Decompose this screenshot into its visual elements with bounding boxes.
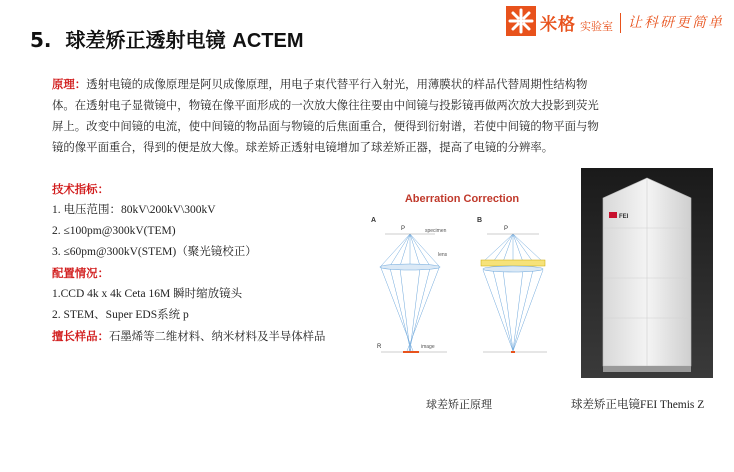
panel-a-image-label: image [421, 344, 435, 350]
spec-item-2: 2. ≤100pm@300kV(TEM) [52, 225, 176, 237]
panel-a-p-label: P [401, 226, 406, 232]
config-label [52, 263, 109, 284]
logo-mark-icon [506, 6, 536, 36]
title-number: 5. [30, 28, 52, 52]
panel-a-lens-label: lens [438, 252, 448, 258]
aberration-diagram-svg [365, 186, 560, 377]
panel-b-p-label: P [504, 226, 509, 232]
panel-b-corrector [481, 260, 545, 266]
samples-text: 石墨烯等二维材料、纳米材料及半导体样品 [108, 329, 326, 343]
specs-label-text: 技术指标： [52, 182, 109, 196]
panel-a-r-label: R [377, 344, 382, 350]
page-title [30, 24, 304, 53]
spec-item-1: 1. 电压范围：80kV\200kV\300kV [52, 204, 216, 216]
config-label-text: 配置情况： [52, 266, 109, 280]
diagram-title: Aberration Correction [404, 193, 520, 205]
logo-slogan: 让科研更简单 [628, 15, 724, 31]
spec-item-3: 3. ≤60pm@300kV(STEM)（聚光镜校正） [52, 246, 257, 258]
principle-text: 透射电镜的成像原理是阿贝成像原理，用电子束代替平行入射光，用薄膜状的样品代替周期性结构物体。在透射电子显微镜中，物镜在像平面形成的一次放大像往往要由中间镜与投影镜再做两次放大投影到荧光屏上。改变中间镜的电流，使中间镜的物品面与物镜的后焦面重合，便得到衍射谱，若使中间镜的物平面与物镜的像平面重合，得到的便是放大像。球差矫正透射电镜增加了球差矫正器，提高了电镜的分辨率。 [52, 77, 599, 154]
config-item-2: 2. STEM、Super EDS系统 p [52, 309, 189, 321]
fei-brand-text: FEI [619, 214, 629, 220]
config-item-1: 1.CCD 4k x 4k Ceta 16M 瞬时缩放镜头 [52, 288, 243, 300]
principle-label: 原理： [52, 77, 87, 91]
title-zh: 球差矫正透射电镜 [65, 28, 226, 52]
samples-label: 擅长样品： [52, 329, 109, 343]
logo-brand: 米格 [540, 15, 576, 35]
panel-a-lens [380, 264, 440, 270]
logo-divider [620, 13, 621, 33]
caption-microscope: 球差矫正电镜FEI Themis Z [571, 399, 705, 411]
company-logo [506, 6, 732, 40]
logo-lab: 实验室 [580, 20, 613, 33]
caption-principle: 球差矫正原理 [426, 398, 492, 411]
title-en: ACTEM [232, 30, 304, 52]
aberration-diagram [365, 186, 560, 377]
microscope-photo [581, 168, 713, 378]
panel-b-label: B [477, 217, 483, 224]
panel-a-label: A [371, 217, 377, 224]
samples-line [52, 326, 325, 347]
panel-b-rays [483, 234, 543, 351]
specs-label [52, 179, 109, 200]
panel-b-lens [483, 266, 543, 272]
panel-a-specimen-label: specimen [425, 228, 447, 234]
microscope-image [581, 168, 713, 378]
panel-a-rays [381, 234, 439, 351]
principle-paragraph [52, 74, 608, 158]
